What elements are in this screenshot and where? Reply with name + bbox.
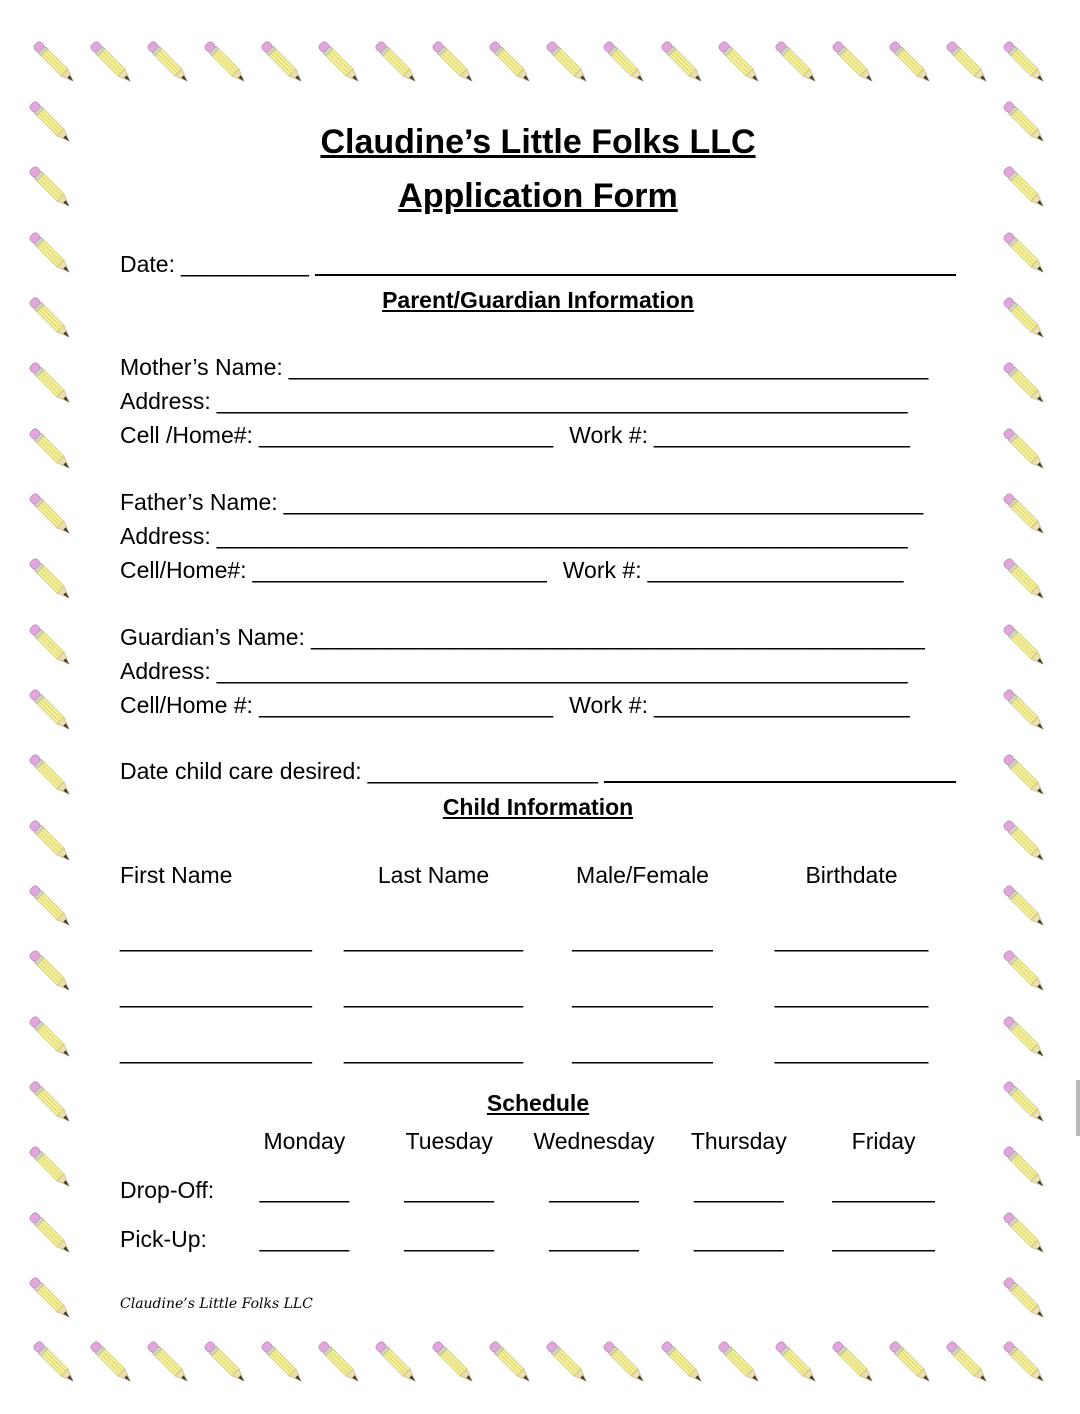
care-date-row: [120, 754, 956, 788]
pencil-border-right: [1002, 100, 1048, 1322]
pencil-icon: [28, 884, 74, 930]
pencil-icon: [1002, 1145, 1048, 1191]
guardian-name-blank: ________________________________________________: [310, 624, 925, 651]
child-table-row: [120, 1034, 956, 1068]
pickup-label: Pick-Up:: [120, 1226, 207, 1253]
dropoff-thursday-blank: _______: [694, 1177, 784, 1204]
child-last-name-blank: ______________: [343, 1038, 524, 1065]
father-address-blank: ______________________________________________________: [216, 523, 908, 550]
pencil-icon: [28, 361, 74, 407]
pencil-icon: [28, 1276, 74, 1322]
mother-name-label: Mother’s Name:: [120, 354, 283, 381]
pencil-icon: [28, 688, 74, 734]
pencil-icon: [431, 40, 477, 86]
schedule-day-wednesday: Wednesday: [533, 1128, 655, 1155]
form-title: [120, 116, 956, 223]
schedule-pickup-row: [120, 1222, 956, 1256]
pickup-friday-blank: ________: [832, 1226, 935, 1253]
father-cell-label: Cell/Home#:: [120, 557, 247, 584]
pencil-icon: [374, 40, 420, 86]
mother-cell-label: Cell /Home#:: [120, 422, 253, 449]
date-rule-line: [315, 274, 956, 276]
pencil-icon: [28, 1080, 74, 1126]
pencil-icon: [545, 40, 591, 86]
date-label: Date:: [120, 251, 175, 278]
pencil-icon: [1002, 623, 1048, 669]
care-date-rule-line: [604, 781, 956, 783]
footer-company-name: Claudine’s Little Folks LLC: [120, 1296, 313, 1313]
pencil-border-bottom: [32, 1340, 1048, 1386]
mother-cell-blank: _______________________: [258, 422, 554, 449]
guardian-name-row: [120, 620, 956, 654]
child-table-headers: [120, 858, 956, 892]
child-birthdate-blank: ____________: [774, 982, 929, 1009]
pencil-icon: [28, 492, 74, 538]
pencil-icon: [28, 427, 74, 473]
pencil-icon: [1002, 492, 1048, 538]
pencil-icon: [945, 40, 991, 86]
child-table-row: [120, 922, 956, 956]
schedule-day-friday: Friday: [851, 1128, 916, 1155]
pencil-icon: [317, 40, 363, 86]
pencil-icon: [28, 949, 74, 995]
guardian-work-blank: ____________________: [653, 692, 910, 719]
father-info-group: [120, 485, 956, 587]
pencil-icon: [28, 1145, 74, 1191]
pencil-icon: [89, 1340, 135, 1386]
child-table-row: [120, 978, 956, 1012]
pencil-icon: [774, 1340, 820, 1386]
pencil-icon: [260, 40, 306, 86]
father-name-blank: __________________________________________________: [283, 489, 924, 516]
pencil-icon: [660, 1340, 706, 1386]
pencil-icon: [32, 40, 78, 86]
pencil-icon: [28, 1015, 74, 1061]
pencil-icon: [317, 1340, 363, 1386]
schedule-day-thursday: Thursday: [690, 1128, 787, 1155]
mother-address-blank: ______________________________________________________: [216, 388, 908, 415]
pencil-icon: [488, 40, 534, 86]
guardian-address-blank: ______________________________________________________: [216, 658, 908, 685]
father-work-blank: ____________________: [647, 557, 904, 584]
pencil-icon: [431, 1340, 477, 1386]
date-blank: __________: [180, 251, 309, 278]
pencil-icon: [1002, 296, 1048, 342]
mother-address-row: [120, 384, 956, 418]
schedule-day-monday: Monday: [263, 1128, 346, 1155]
pencil-icon: [1002, 1340, 1048, 1386]
pencil-icon: [1002, 753, 1048, 799]
schedule-section-heading: Schedule: [486, 1090, 590, 1117]
pencil-icon: [1002, 688, 1048, 734]
pencil-icon: [602, 40, 648, 86]
child-header-last-name: Last Name: [377, 862, 490, 889]
guardian-name-label: Guardian’s Name:: [120, 624, 305, 651]
pencil-icon: [1002, 100, 1048, 146]
pencil-icon: [717, 40, 763, 86]
pencil-icon: [888, 1340, 934, 1386]
pencil-icon: [260, 1340, 306, 1386]
mother-phone-row: [120, 418, 956, 452]
pencil-icon: [1002, 427, 1048, 473]
child-last-name-blank: ______________: [343, 982, 524, 1009]
child-first-name-blank: _______________: [120, 982, 312, 1009]
child-header-first-name: First Name: [120, 862, 233, 889]
pickup-thursday-blank: _______: [694, 1226, 784, 1253]
care-date-blank: __________________: [367, 758, 598, 785]
child-header-birthdate: Birthdate: [805, 862, 898, 889]
pencil-icon: [774, 40, 820, 86]
pencil-icon: [146, 40, 192, 86]
child-male-female-blank: ___________: [572, 982, 713, 1009]
pencil-icon: [545, 1340, 591, 1386]
pencil-icon: [28, 296, 74, 342]
guardian-address-row: [120, 654, 956, 688]
pencil-icon: [1002, 949, 1048, 995]
child-male-female-blank: ___________: [572, 1038, 713, 1065]
mother-address-label: Address:: [120, 388, 211, 415]
father-name-label: Father’s Name:: [120, 489, 278, 516]
pencil-icon: [1002, 557, 1048, 603]
scroll-indicator: [1076, 1080, 1080, 1136]
mother-name-row: [120, 350, 956, 384]
father-cell-blank: _______________________: [252, 557, 547, 584]
pencil-icon: [717, 1340, 763, 1386]
child-section-heading: Child Information: [442, 794, 634, 821]
pencil-border-top: [32, 40, 1048, 86]
date-row: [120, 247, 956, 281]
guardian-address-label: Address:: [120, 658, 211, 685]
pencil-icon: [1002, 884, 1048, 930]
pencil-icon: [602, 1340, 648, 1386]
pencil-icon: [1002, 1080, 1048, 1126]
pencil-icon: [28, 623, 74, 669]
pencil-icon: [28, 819, 74, 865]
pencil-icon: [89, 40, 135, 86]
pencil-icon: [888, 40, 934, 86]
child-birthdate-blank: ____________: [774, 926, 929, 953]
dropoff-friday-blank: ________: [832, 1177, 935, 1204]
pencil-icon: [1002, 1211, 1048, 1257]
pencil-icon: [28, 1211, 74, 1257]
mother-name-blank: __________________________________________________: [288, 354, 929, 381]
schedule-empty-cell: [120, 1124, 232, 1158]
child-male-female-blank: ___________: [572, 926, 713, 953]
pencil-icon: [831, 1340, 877, 1386]
pencil-icon: [146, 1340, 192, 1386]
company-name: Claudine’s Little Folks LLC: [320, 123, 756, 161]
pencil-icon: [1002, 819, 1048, 865]
pickup-monday-blank: _______: [259, 1226, 350, 1253]
care-date-label: Date child care desired:: [120, 758, 362, 785]
father-work-label: Work #:: [562, 557, 642, 584]
dropoff-tuesday-blank: _______: [404, 1177, 494, 1204]
schedule-day-headers: [120, 1124, 956, 1158]
pickup-tuesday-blank: _______: [404, 1226, 494, 1253]
pencil-icon: [1002, 1015, 1048, 1061]
pencil-icon: [1002, 231, 1048, 277]
child-first-name-blank: _______________: [120, 1038, 312, 1065]
pencil-icon: [28, 165, 74, 211]
dropoff-wednesday-blank: _______: [549, 1177, 639, 1204]
father-name-row: [120, 485, 956, 519]
pencil-icon: [1002, 165, 1048, 211]
mother-work-blank: ____________________: [653, 422, 910, 449]
dropoff-monday-blank: _______: [259, 1177, 350, 1204]
pencil-icon: [374, 1340, 420, 1386]
pencil-icon: [831, 40, 877, 86]
pencil-icon: [660, 40, 706, 86]
form-content: [120, 116, 956, 1312]
schedule-day-tuesday: Tuesday: [405, 1128, 493, 1155]
parent-section-heading: Parent/Guardian Information: [382, 287, 694, 314]
pencil-icon: [32, 1340, 78, 1386]
pencil-icon: [203, 1340, 249, 1386]
guardian-work-label: Work #:: [569, 692, 648, 719]
pencil-icon: [28, 231, 74, 277]
pickup-wednesday-blank: _______: [549, 1226, 639, 1253]
pencil-icon: [28, 557, 74, 603]
pencil-icon: [1002, 361, 1048, 407]
mother-info-group: [120, 350, 956, 452]
child-first-name-blank: _______________: [120, 926, 312, 953]
father-address-row: [120, 519, 956, 553]
mother-work-label: Work #:: [569, 422, 648, 449]
guardian-info-group: [120, 620, 956, 722]
pencil-icon: [203, 40, 249, 86]
pencil-icon: [945, 1340, 991, 1386]
father-address-label: Address:: [120, 523, 211, 550]
guardian-cell-label: Cell/Home #:: [120, 692, 253, 719]
pencil-icon: [28, 753, 74, 799]
pencil-icon: [1002, 1276, 1048, 1322]
dropoff-label: Drop-Off:: [120, 1177, 215, 1204]
pencil-border-left: [28, 100, 74, 1322]
pencil-icon: [28, 100, 74, 146]
form-type: Application Form: [398, 176, 678, 215]
guardian-phone-row: [120, 688, 956, 722]
child-birthdate-blank: ____________: [774, 1038, 929, 1065]
child-header-male-female: Male/Female: [576, 862, 709, 889]
father-phone-row: [120, 553, 956, 587]
guardian-cell-blank: _______________________: [258, 692, 554, 719]
child-last-name-blank: ______________: [343, 926, 524, 953]
schedule-dropoff-row: [120, 1173, 956, 1207]
pencil-icon: [488, 1340, 534, 1386]
pencil-icon: [1002, 40, 1048, 86]
